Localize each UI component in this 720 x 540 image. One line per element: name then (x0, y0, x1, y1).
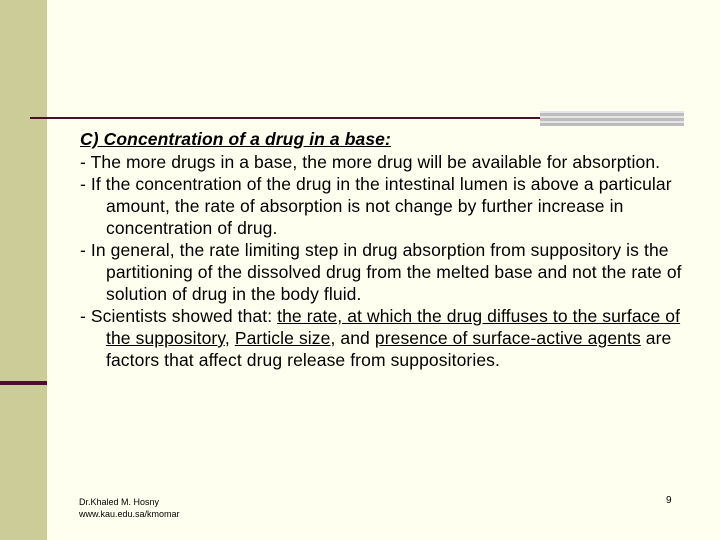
footer-author-name: Dr.Khaled M. Hosny (79, 497, 160, 507)
bullet-3: - In general, the rate limiting step in drug absorption from suppository is the partitioning of the dissolved drug from the melted base and not the rate of solution of drug in the body fluid. (80, 240, 682, 304)
bullet-4-suffix: are factors that affect drug release from suppositories. (106, 328, 672, 370)
title-divider-stripes (540, 111, 684, 126)
footer-author-block (79, 496, 180, 520)
title-divider-line (30, 117, 540, 119)
footer-website: www.kau.edu.sa/kmomar (79, 509, 180, 519)
bullet-4-prefix: - Scientists showed that: (80, 306, 278, 326)
band-accent-line (0, 381, 47, 385)
left-decorative-band (0, 0, 47, 540)
bullet-4-sep1: , (224, 328, 235, 348)
factor-particle-size: Particle size (234, 328, 331, 348)
bullet-4-sep2: , and (330, 328, 375, 348)
factor-diffusion-rate: the rate, at which the drug diffuses to the surface of the suppository (106, 306, 681, 348)
page-number: 9 (666, 495, 672, 506)
bullet-4 (80, 305, 690, 371)
slide-body (80, 128, 690, 371)
bullet-2: - If the concentration of the drug in the intestinal lumen is above a particular amount, the rate of absorption is not change by further increase in concentration of drug. (80, 174, 672, 238)
section-heading: C) Concentration of a drug in a base: (80, 129, 391, 149)
bullet-1: - The more drugs in a base, the more drug will be available for absorption. (80, 152, 661, 172)
factor-surface-active-agents: presence of surface-active agents (374, 328, 641, 348)
